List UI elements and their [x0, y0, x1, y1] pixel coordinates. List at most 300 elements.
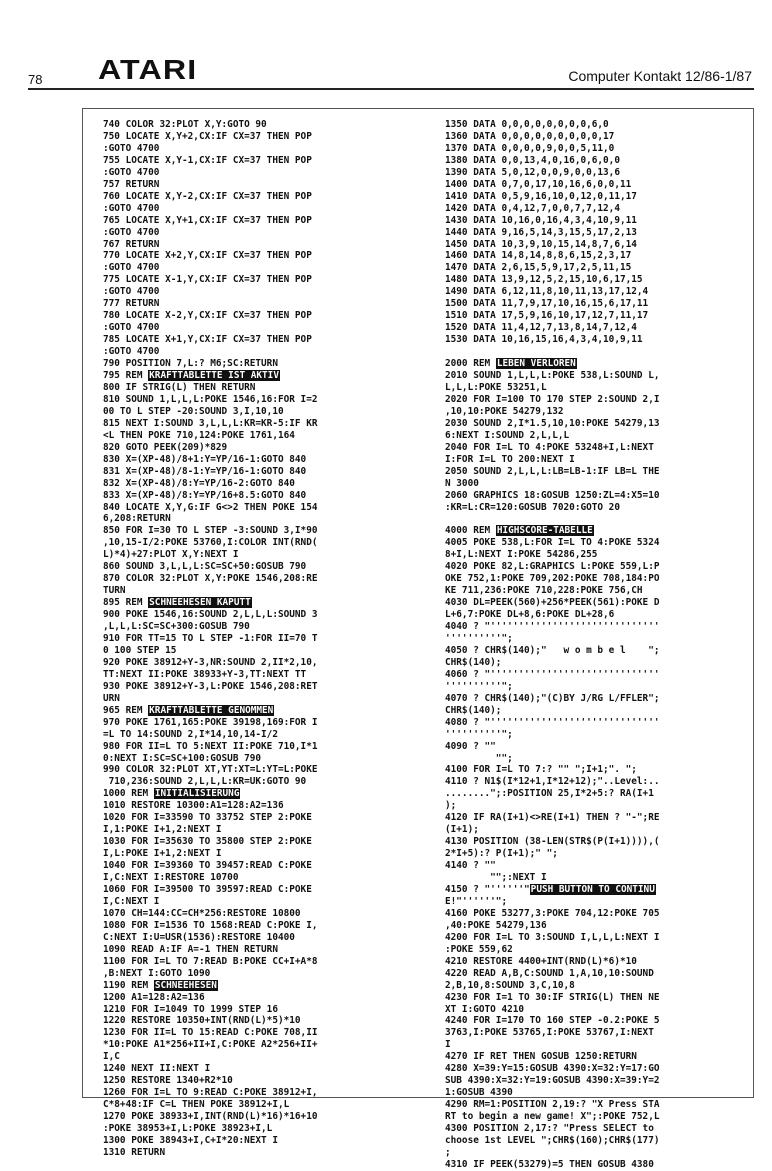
code-line: [103, 1123, 423, 1135]
code-line: [445, 1027, 750, 1039]
code-line: [103, 310, 423, 322]
code-segment: 2*I+5):? P(I+1);" ";: [445, 848, 558, 860]
code-line: [445, 322, 750, 334]
code-line: [445, 406, 750, 418]
code-line: [103, 621, 423, 633]
code-line: [445, 143, 750, 155]
code-line: [445, 1099, 750, 1111]
code-segment: 1230 FOR II=L TO 15:READ C:POKE 708,II: [103, 1027, 318, 1039]
code-line: [103, 454, 423, 466]
code-segment: 4280 X=39:Y=15:GOSUB 4390:X=32:Y=17:GO: [445, 1063, 660, 1075]
code-line: [103, 525, 423, 537]
code-segment: );: [445, 800, 457, 812]
code-line: [103, 1135, 423, 1147]
code-line: [445, 167, 750, 179]
code-segment: 965 REM: [103, 704, 149, 716]
code-line: [103, 693, 423, 705]
code-line: [103, 836, 423, 848]
code-line: [103, 298, 423, 310]
code-line: [103, 179, 423, 191]
code-line: [445, 466, 750, 478]
code-line: [445, 502, 750, 514]
code-line: [445, 239, 750, 251]
code-line: [103, 490, 423, 502]
code-segment: E!: [445, 895, 457, 907]
code-segment: 1380 DATA 0,0,13,4,0,16,0,6,0,0: [445, 154, 620, 166]
listing-right-column: [445, 119, 750, 1171]
code-segment: 777 RETURN: [103, 298, 160, 310]
code-segment: 4270 IF RET THEN GOSUB 1250:RETURN: [445, 1051, 637, 1063]
code-line: [445, 872, 750, 884]
code-line: [445, 430, 750, 442]
code-line: [445, 525, 750, 537]
code-segment: 1470 DATA 2,6,15,5,9,17,2,5,11,15: [445, 262, 632, 274]
code-segment: 1040 FOR I=39360 TO 39457:READ C:POKE: [103, 860, 312, 872]
code-line: [103, 227, 423, 239]
code-segment: 4300 POSITION 2,17:? "Press SELECT to: [445, 1123, 654, 1135]
code-line: [103, 872, 423, 884]
code-segment: 4100 FOR I=L TO 7:? "" ";I+1;". ";: [445, 764, 637, 776]
code-line: [445, 191, 750, 203]
code-segment: ''''''''''";: [445, 728, 513, 740]
code-segment: 800 IF STRIG(L) THEN RETURN: [103, 381, 256, 393]
code-line: [103, 992, 423, 1004]
code-line: [103, 322, 423, 334]
code-segment: 4120 IF RA(I+1)<>RE(I+1) THEN ? "-";RE: [445, 812, 660, 824]
code-line: [103, 370, 423, 382]
code-line: [445, 1135, 750, 1147]
code-line: [103, 705, 423, 717]
code-segment: 1100 FOR I=L TO 7:READ B:POKE CC+I+A*8: [103, 955, 318, 967]
code-segment: 1360 DATA 0,0,0,0,0,0,0,0,0,17: [445, 130, 615, 142]
code-line: [445, 155, 750, 167]
code-segment: I: [445, 1039, 451, 1051]
code-line: [445, 968, 750, 980]
code-line: [103, 1063, 423, 1075]
code-line: [445, 788, 750, 800]
code-segment: HIGHSCORE-TABELLE: [496, 525, 593, 537]
code-segment: XT I:GOTO 4210: [445, 1003, 525, 1015]
code-segment: ,10,10:POKE 54279,132: [445, 405, 564, 417]
code-segment: (I+1);: [445, 824, 479, 836]
code-line: [103, 167, 423, 179]
code-line: [445, 764, 750, 776]
code-line: [445, 1051, 750, 1063]
code-line: [445, 1063, 750, 1075]
code-segment: 710,236:SOUND 2,L,L,L:KR=UK:GOTO 90: [103, 776, 307, 788]
code-segment: 810 SOUND 1,L,L,L:POKE 1546,16:FOR I=2: [103, 393, 318, 405]
code-segment: ;: [445, 1146, 451, 1158]
code-segment: 740 COLOR 32:PLOT X,Y:GOTO 90: [103, 119, 267, 130]
code-segment: 3763,I:POKE 53765,I:POKE 53767,I:NEXT: [445, 1027, 654, 1039]
code-segment: =L TO 14:SOUND 2,I*14,10,14-I/2: [103, 728, 278, 740]
listing-box: [82, 108, 754, 1170]
code-segment: 2020 FOR I=100 TO 170 STEP 2:SOUND 2,I: [445, 393, 660, 405]
code-segment: I,1:POKE I+1,2:NEXT I: [103, 824, 222, 836]
code-segment: 990 COLOR 32:PLOT XT,YT:XT=L:YT=L:POKE: [103, 764, 318, 776]
code-line: [103, 884, 423, 896]
code-line: [103, 944, 423, 956]
code-segment: 1450 DATA 10,3,9,10,15,14,8,7,6,14: [445, 238, 637, 250]
code-segment: PUSH BUTTON TO CONTINU: [530, 884, 655, 895]
code-line: [445, 812, 750, 824]
code-segment: C:NEXT I:U=USR(1536):RESTORE 10400: [103, 931, 295, 943]
code-line: [103, 932, 423, 944]
code-line: [103, 812, 423, 824]
code-segment: 00 TO L STEP -20:SOUND 3,I,10,10: [103, 405, 284, 417]
code-line: [103, 1027, 423, 1039]
code-segment: I:FOR I=L TO 200:NEXT I: [445, 453, 575, 465]
listing-left-column: [103, 119, 423, 1159]
code-line: [103, 155, 423, 167]
code-line: [103, 860, 423, 872]
code-segment: *10:POKE A1*256+II+I,C:POKE A2*256+II+: [103, 1039, 318, 1051]
code-segment: 767 RETURN: [103, 238, 160, 250]
code-line: [445, 860, 750, 872]
code-line: [445, 334, 750, 346]
code-line: [445, 418, 750, 430]
code-line: [445, 1087, 750, 1099]
code-segment: 815 NEXT I:SOUND 3,L,L,L:KR=KR-5:IF KR: [103, 417, 318, 429]
code-line: [103, 418, 423, 430]
code-line: [445, 131, 750, 143]
code-line: [103, 215, 423, 227]
code-segment: SUB 4390:X=32:Y=19:GOSUB 4390:X=39:Y=2: [445, 1075, 660, 1087]
code-line: [445, 776, 750, 788]
code-segment: 4310 IF PEEK(53279)=5 THEN GOSUB 4380: [445, 1158, 654, 1170]
code-segment: 1190 REM: [103, 979, 154, 991]
code-line: [103, 394, 423, 406]
code-segment: 4000 REM: [445, 525, 496, 537]
code-line: [103, 1099, 423, 1111]
code-segment: 4030 DL=PEEK(560)+256*PEEK(561):POKE D: [445, 597, 660, 609]
code-line: [445, 490, 750, 502]
code-segment: 4240 FOR I=170 TO 160 STEP -0.2:POKE 5: [445, 1015, 660, 1027]
code-segment: 2030 SOUND 2,I*1.5,10,10:POKE 54279,13: [445, 417, 660, 429]
code-line: [445, 681, 750, 693]
code-segment: 1240 NEXT II:NEXT I: [103, 1063, 211, 1075]
code-segment: 780 LOCATE X-2,Y,CX:IF CX=37 THEN POP: [103, 310, 312, 322]
code-line: [103, 1087, 423, 1099]
code-line: [103, 191, 423, 203]
code-line: [103, 657, 423, 669]
code-line: [445, 1111, 750, 1123]
code-segment: 2050 SOUND 2,L,L,L:LB=LB-1:IF LB=L THE: [445, 465, 660, 477]
code-segment: 1430 DATA 10,16,0,16,4,3,4,10,9,11: [445, 214, 637, 226]
code-line: [103, 573, 423, 585]
code-segment: 795 REM: [103, 370, 149, 382]
code-segment: L)*4)+27:PLOT X,Y:NEXT I: [103, 549, 239, 561]
code-line: [445, 669, 750, 681]
code-line: [445, 800, 750, 812]
code-line: [445, 633, 750, 645]
code-segment: 1020 FOR I=33590 TO 33752 STEP 2:POKE: [103, 812, 312, 824]
code-segment: C*8+48:IF C=L THEN POKE 38912+I,L: [103, 1099, 290, 1111]
code-line: [103, 466, 423, 478]
code-segment: 1200 A1=128:A2=136: [103, 991, 205, 1003]
code-segment: ''''''''''";: [445, 632, 513, 644]
code-line: [445, 621, 750, 633]
code-line: [103, 729, 423, 741]
code-segment: 1480 DATA 13,9,12,5,2,15,10,6,17,15: [445, 274, 643, 286]
code-segment: 833 X=(XP-48)/8:Y=YP/16+8.5:GOTO 840: [103, 489, 307, 501]
code-segment: 820 GOTO PEEK(209)*829: [103, 441, 228, 453]
code-line: [445, 310, 750, 322]
code-segment: 1530 DATA 10,16,15,16,4,3,4,10,9,11: [445, 334, 643, 346]
code-line: [103, 203, 423, 215]
code-segment: L,L,L:POKE 53251,L: [445, 381, 547, 393]
code-line: [103, 896, 423, 908]
code-segment: 1250 RESTORE 1340+R2*10: [103, 1075, 233, 1087]
code-segment: 1410 DATA 0,5,9,16,10,0,12,0,11,17: [445, 190, 637, 202]
code-line: [103, 788, 423, 800]
code-line: [445, 478, 750, 490]
code-line: [445, 992, 750, 1004]
code-line: [445, 179, 750, 191]
code-segment: I,C:NEXT I: [103, 895, 160, 907]
code-line: [445, 215, 750, 227]
code-segment: :GOTO 4700: [103, 262, 160, 274]
code-segment: 4040 ? "'''''''''''''''''''''''''''''': [445, 621, 660, 633]
code-segment: 4210 RESTORE 4400+INT(RND(L)*6)*10: [445, 955, 637, 967]
code-segment: ,B:NEXT I:GOTO 1090: [103, 967, 211, 979]
code-segment: INITIALISIERUNG: [154, 788, 240, 800]
code-line: [103, 968, 423, 980]
code-line: [445, 454, 750, 466]
code-segment: ........";:POSITION 25,I*2+5:? RA(I+1: [445, 788, 654, 800]
code-segment: 4050 ? CHR$(140);" w o m b e l ";: [445, 644, 660, 656]
code-line: [103, 848, 423, 860]
code-segment: ''''''''''";: [445, 680, 513, 692]
code-line: [445, 824, 750, 836]
code-segment: 750 LOCATE X,Y+2,CX:IF CX=37 THEN POP: [103, 130, 312, 142]
code-line: [445, 1004, 750, 1016]
code-line: [445, 645, 750, 657]
code-segment: :KR=L:CR=120:GOSUB 7020:GOTO 20: [445, 501, 620, 513]
code-line: [103, 920, 423, 932]
code-line: [445, 382, 750, 394]
code-line: [445, 203, 750, 215]
code-segment: 980 FOR II=L TO 5:NEXT II:POKE 710,I*1: [103, 740, 318, 752]
code-segment: ,40:POKE 54279,136: [445, 919, 547, 931]
code-segment: 1310 RETURN: [103, 1146, 166, 1158]
code-line: [103, 645, 423, 657]
code-line: [103, 119, 423, 131]
code-line: [103, 250, 423, 262]
code-segment: 1370 DATA 0,0,0,0,9,0,0,5,11,0: [445, 142, 615, 154]
code-line: [103, 537, 423, 549]
header-rule: [28, 88, 754, 90]
code-line: [445, 1039, 750, 1051]
code-segment: 4130 POSITION (38-LEN(STR$(P(I+1)))),(: [445, 836, 660, 848]
code-line: [103, 741, 423, 753]
code-line: [445, 346, 750, 358]
code-line: [103, 1111, 423, 1123]
code-segment: 1220 RESTORE 10350+INT(RND(L)*5)*10: [103, 1015, 301, 1027]
code-segment: 1070 CH=144:CC=CH*256:RESTORE 10800: [103, 907, 301, 919]
code-line: [445, 573, 750, 585]
code-segment: 770 LOCATE X+2,Y,CX:IF CX=37 THEN POP: [103, 250, 312, 262]
code-line: [103, 585, 423, 597]
code-line: [445, 896, 750, 908]
code-line: [103, 286, 423, 298]
code-line: [103, 764, 423, 776]
code-segment: I,C:NEXT I:RESTORE 10700: [103, 872, 239, 884]
code-segment: "''''''";: [456, 895, 508, 907]
code-segment: 895 REM: [103, 597, 149, 609]
code-segment: :GOTO 4700: [103, 346, 160, 358]
code-line: [103, 262, 423, 274]
code-line: [445, 513, 750, 525]
code-segment: I,L:POKE I+1,2:NEXT I: [103, 848, 222, 860]
code-segment: 755 LOCATE X,Y-1,CX:IF CX=37 THEN POP: [103, 154, 312, 166]
brand-logo: ATARI: [98, 54, 198, 85]
code-segment: "";: [445, 752, 513, 764]
code-line: [445, 597, 750, 609]
code-line: [103, 1015, 423, 1027]
code-segment: 1400 DATA 0,7,0,17,10,16,6,0,0,11: [445, 178, 632, 190]
code-line: [103, 549, 423, 561]
code-segment: 4200 FOR I=L TO 3:SOUND I,L,L,L:NEXT I: [445, 931, 660, 943]
code-line: [445, 1147, 750, 1159]
code-line: [103, 681, 423, 693]
code-segment: "";:NEXT I: [445, 872, 547, 884]
code-line: [445, 585, 750, 597]
code-line: [445, 1015, 750, 1027]
code-segment: 1010 RESTORE 10300:A1=128:A2=136: [103, 800, 284, 812]
code-line: [103, 346, 423, 358]
code-segment: :GOTO 4700: [103, 226, 160, 238]
code-segment: TURN: [103, 585, 126, 597]
code-segment: CHR$(140);: [445, 704, 502, 716]
code-segment: OKE 752,1:POKE 709,202:POKE 708,184:PO: [445, 573, 660, 585]
code-line: [103, 502, 423, 514]
code-line: [445, 394, 750, 406]
code-line: [103, 1039, 423, 1051]
code-segment: :GOTO 4700: [103, 202, 160, 214]
code-segment: 1000 REM: [103, 788, 154, 800]
code-line: [103, 274, 423, 286]
code-segment: I,C: [103, 1051, 120, 1063]
code-segment: <L THEN POKE 710,124:POKE 1761,164: [103, 429, 295, 441]
code-line: [103, 753, 423, 765]
code-segment: 1460 DATA 14,8,14,8,8,6,15,2,3,17: [445, 250, 632, 262]
code-segment: 1440 DATA 9,16,5,14,3,15,5,17,2,13: [445, 226, 637, 238]
code-segment: 757 RETURN: [103, 178, 160, 190]
code-line: [445, 298, 750, 310]
code-line: [445, 753, 750, 765]
code-segment: SCHNEEHESEN KAPUTT: [149, 597, 251, 609]
code-line: [445, 705, 750, 717]
code-line: [103, 1075, 423, 1087]
code-line: [445, 1075, 750, 1087]
code-segment: KRÄFTTABLETTE IST AKTIV: [149, 370, 279, 382]
code-line: [103, 669, 423, 681]
code-segment: 970 POKE 1761,165:POKE 39198,169:FOR I: [103, 716, 318, 728]
code-segment: 1270 POKE 38933+I,INT(RND(L)*16)*16+10: [103, 1111, 318, 1123]
code-segment: :POKE 559,62: [445, 943, 513, 955]
code-line: [445, 848, 750, 860]
code-line: [103, 980, 423, 992]
code-line: [103, 633, 423, 645]
code-segment: 1500 DATA 11,7,9,17,10,16,15,6,17,11: [445, 298, 649, 310]
code-segment: 8+I,L:NEXT I:POKE 54286,255: [445, 549, 598, 561]
code-line: [445, 944, 750, 956]
code-line: [103, 561, 423, 573]
code-line: [445, 693, 750, 705]
code-line: [445, 119, 750, 131]
code-segment: ,10,15-I/2:POKE 53760,I:COLOR INT(RND(: [103, 537, 318, 549]
code-segment: 930 POKE 38912+Y-3,L:POKE 1546,208:RET: [103, 680, 318, 692]
code-segment: KRÄFTTABLETTE GENOMMEN: [149, 704, 274, 716]
code-line: [445, 836, 750, 848]
code-segment: CHR$(140);: [445, 656, 502, 668]
code-line: [445, 250, 750, 262]
code-line: [103, 131, 423, 143]
code-segment: 4110 ? N1$(I*12+1,I*12+12);"..Level:..: [445, 776, 660, 788]
code-segment: 785 LOCATE X+1,Y,CX:IF CX=37 THEN POP: [103, 334, 312, 346]
code-line: [103, 824, 423, 836]
code-segment: 1520 DATA 11,4,12,7,13,8,14,7,12,4: [445, 322, 637, 334]
code-segment: 1390 DATA 5,0,12,0,0,9,0,0,13,6: [445, 166, 620, 178]
code-segment: N 3000: [445, 477, 479, 489]
code-segment: TT:NEXT II:POKE 38933+Y-3,TT:NEXT TT: [103, 668, 307, 680]
code-segment: 4290 RM=1:POSITION 2,19:? "X Press STA: [445, 1099, 660, 1111]
code-segment: 790 POSITION 7,L:? M6;SC:RETURN: [103, 358, 278, 370]
code-segment: 4020 POKE 82,L:GRAPHICS L:POKE 559,L:P: [445, 561, 660, 573]
code-line: [445, 657, 750, 669]
code-segment: 1490 DATA 6,12,11,8,10,11,13,17,12,4: [445, 286, 649, 298]
code-segment: 6:NEXT I:SOUND 2,L,L,L: [445, 429, 570, 441]
code-segment: URN: [103, 692, 120, 704]
code-segment: choose 1st LEVEL ";CHR$(160);CHR$(177): [445, 1135, 660, 1147]
magazine-title: Computer Kontakt 12/86-1/87: [568, 68, 752, 84]
code-segment: 1420 DATA 0,4,12,7,0,0,7,7,12,4: [445, 202, 620, 214]
code-segment: 4060 ? "'''''''''''''''''''''''''''''': [445, 668, 660, 680]
code-segment: 1:GOSUB 4390: [445, 1087, 513, 1099]
code-segment: 765 LOCATE X,Y+1,CX:IF CX=37 THEN POP: [103, 214, 312, 226]
code-line: [445, 980, 750, 992]
code-segment: 4140 ? "": [445, 860, 496, 872]
code-line: [103, 609, 423, 621]
code-segment: 2060 GRAPHICS 18:GOSUB 1250:ZL=4:X5=10: [445, 489, 660, 501]
code-line: [103, 513, 423, 525]
code-line: [445, 729, 750, 741]
code-line: [445, 741, 750, 753]
code-segment: 4005 POKE 538,L:FOR I=L TO 4:POKE 5324: [445, 537, 660, 549]
code-segment: SCHNEEHESEN: [154, 979, 217, 991]
code-line: [445, 956, 750, 968]
code-segment: 1510 DATA 17,5,9,16,10,17,12,7,11,17: [445, 310, 649, 322]
code-line: [103, 1004, 423, 1016]
code-line: [445, 609, 750, 621]
code-segment: 1210 FOR I=1049 TO 1999 STEP 16: [103, 1003, 278, 1015]
code-line: [445, 549, 750, 561]
code-segment: 1090 READ A:IF A=-1 THEN RETURN: [103, 943, 278, 955]
code-segment: L+6,7:POKE DL+8,6:POKE DL+28,6: [445, 609, 615, 621]
code-segment: 6,208:RETURN: [103, 513, 171, 525]
code-segment: 1080 FOR I=1536 TO 1568:READ C:POKE I,: [103, 919, 318, 931]
code-segment: RT to begin a new game! X";:POKE 752,L: [445, 1111, 660, 1123]
code-segment: 2010 SOUND 1,L,L,L:POKE 538,L:SOUND L,: [445, 370, 660, 382]
code-segment: ,L,L,L:SC=SC+300:GOSUB 790: [103, 621, 250, 633]
code-line: [103, 597, 423, 609]
page-number: 78: [28, 72, 43, 87]
code-line: [103, 239, 423, 251]
code-segment: KE 711,236:POKE 710,228:POKE 756,CH: [445, 585, 643, 597]
code-segment: 4150 ? "''''''": [445, 884, 530, 895]
code-segment: 850 FOR I=30 TO L STEP -3:SOUND 3,I*90: [103, 525, 318, 537]
